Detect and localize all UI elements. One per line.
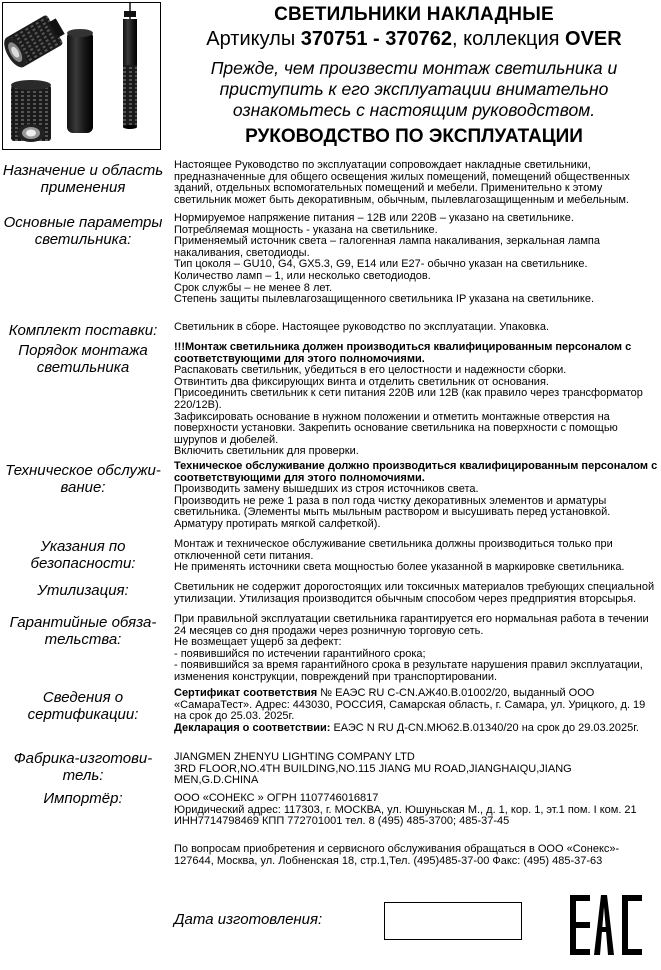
maintenance-text <box>174 461 658 531</box>
params-label: Основные параметры светильника: <box>3 214 163 248</box>
maintenance-line: Производить замену вышедших из строя источников света. <box>174 483 479 496</box>
factory-line: JIANGMEN ZHENYU LIGHTING COMPANY LTD <box>174 751 415 763</box>
safety-line: Не применять источники света мощностью более указанной в маркировке светильника. <box>174 561 625 574</box>
eac-mark <box>570 895 645 955</box>
service-text: По вопросам приобретения и сервисного обслуживания обращаться в ООО «Сонекс»- 127644, Москва, ул. Лобненская 18, стр.1,Тел. (495)485-37-00 Факс: (495) 485-37-63 <box>174 843 620 867</box>
params-line: Количество ламп – 1, или несколько светодиодов. <box>174 269 431 282</box>
manufacture-date-box <box>384 902 522 940</box>
importer-line: Юридический адрес: 117303, г. МОСКВА, ул. Юшуньская М., д. 1, кор. 1, эт.1 пом. I ком. 21 <box>174 803 637 816</box>
collection-name: OVER <box>565 28 622 50</box>
params-text <box>174 213 658 306</box>
params-line: Применяемый источник света – галогенная лампа накаливания, зеркальная лампа накаливания, светодиоды. <box>174 235 601 259</box>
warranty-line: При правильной эксплуатации светильника гарантируется его нормальная работа в течении 24 месяцев со дня продажи через розничную торговую сеть. <box>174 613 649 637</box>
certification-text <box>174 688 658 734</box>
params-line: Срок службы – не менее 8 лет. <box>174 281 333 294</box>
maintenance-line: Производить не реже 1 раза в пол года чистку декоративных элементов и арматуры светильника. (Элементы мыть мыльным раствором и высушивать перед установкой. Арматуру протирать мягкой салфеткой). <box>174 494 611 530</box>
mounting-line: Зафиксировать основание в нужном положении и отметить монтажные отверстия на поверхности установки. Закрепить основание светильника на поверхности с помощью шурупов и дюбелей. <box>174 410 618 446</box>
collection-prefix: , коллекция <box>452 28 560 50</box>
params-line: Нормируемое напряжение питания – 12В или 220В – указано на светильнике. <box>174 212 574 224</box>
factory-text <box>174 752 658 787</box>
certificate-line <box>174 688 658 723</box>
mounting-line: Распаковать светильник, убедиться в его целостности и надежности сборки. <box>174 364 567 377</box>
warranty-line: Не возмещает ущерб за дефект: <box>174 636 342 649</box>
safety-text <box>174 539 658 574</box>
importer-label: Импортёр: <box>43 790 123 807</box>
mounting-line: Включить светильник для проверки. <box>174 445 359 458</box>
params-line: Тип цоколя – GU10, G4, GX5.3, G9, E14 или E27- обычно указан на светильнике. <box>174 258 588 271</box>
certificate-label: Сертификат соответствия <box>174 687 318 699</box>
articles-line <box>170 28 658 51</box>
declaration-line <box>174 723 658 735</box>
warranty-line: - появившийся за время гарантийного срока в результате нарушения правил эксплуатации, изменения конструкции, повреждений при транспортировании. <box>174 659 643 683</box>
maintenance-label-line: вание: <box>60 479 106 496</box>
certificate-value: № ЕАЭС RU С-CN.АЖ40.В.01002/20, выданный ООО «СамараТест». Адрес: 443030, РОССИЯ, Самарская область, г. Самара, ул. Урицкого, д. 19 на срок до 25.03. 2025г. <box>174 687 646 723</box>
mounting-line: Присоединить светильник к сети питания 220В или 12В (как правило через трансформатор 220/12В). <box>174 387 643 411</box>
manufacture-date-label: Дата изготовления: <box>174 911 323 928</box>
warranty-label <box>0 614 166 648</box>
warranty-label-line: тельства: <box>44 631 122 648</box>
warranty-text <box>174 614 658 684</box>
product-photo <box>2 2 161 150</box>
warning-text: Прежде, чем произвести монтаж светильника и приступить к его эксплуатации внимательно ознакомьтесь с настоящим руководством. <box>210 58 618 120</box>
disposal-label: Утилизация: <box>37 582 129 599</box>
purpose-label: Назначение и область применения <box>2 162 164 196</box>
factory-label-line: Фабрика-изготови- <box>13 750 153 767</box>
declaration-label: Декларация о соответствии: <box>174 721 331 734</box>
factory-label-line: тель: <box>62 767 104 784</box>
warranty-line: - появившийся по истечении гарантийного срока; <box>174 647 426 660</box>
safety-line: Монтаж и техническое обслуживание светильника должны производиться только при отключенной сети питания. <box>174 538 613 562</box>
manual-title: РУКОВОДСТВО ПО ЭКСПЛУАТАЦИИ <box>245 126 583 147</box>
warranty-label-line: Гарантийные обяза- <box>9 614 157 631</box>
maintenance-warning: Техническое обслуживание должно производиться квалифицированным персоналом с соответствующими для этого полномочиями. <box>174 460 658 484</box>
importer-text <box>174 793 658 828</box>
factory-line: 3RD FLOOR,NO.4TH BUILDING,NO.115 JIANG MU ROAD,JIANGHAIQU,JIANG MEN,G.D.CHINA <box>174 762 572 787</box>
mounting-label: Порядок монтажа светильника <box>18 342 148 376</box>
certification-label: Сведения о сертификации: <box>27 689 139 723</box>
importer-line: ООО «СОНЕКС » ОГРН 1107746016817 <box>174 792 379 804</box>
mounting-text <box>174 342 658 458</box>
document-title: СВЕТИЛЬНИКИ НАКЛАДНЫЕ <box>274 4 554 25</box>
params-line: Степень защиты пылевлагозащищенного светильника IP указана на светильнике. <box>174 293 595 306</box>
purpose-text: Настоящее Руководство по эксплуатации сопровождает накладные светильники, предназначенные для общего освещения жилых помещений, помещений общественных зданий, отдельных вспомогательных помещений и мебели. Применительно к этому светильник может быть декоративным, обычным, пылевлагозащищенным и мебельным. <box>174 159 630 206</box>
maintenance-label-line: Техническое обслужи- <box>5 462 161 479</box>
disposal-text: Светильник не содержит дорогостоящих или токсичных материалов требующих специальной утилизации. Утилизация производится обычным способом через предприятия вторсырья. <box>174 581 655 605</box>
safety-label: Указания по безопасности: <box>30 538 136 572</box>
declaration-value: ЕАЭС N RU Д-CN.МЮ62.В.01340/20 на срок до 29.03.2025г. <box>330 721 639 734</box>
kit-label: Комплект поставки: <box>8 322 158 339</box>
importer-line: ИНН7714798469 КПП 772701001 тел. 8 (495) 485-3700; 485-37-45 <box>174 815 510 828</box>
articles-prefix: Артикулы <box>206 28 296 50</box>
mounting-warning: !!!Монтаж светильника должен производиться квалифицированным персоналом с соответствующими для этого полномочиями. <box>174 341 632 365</box>
kit-text: Светильник в сборе. Настоящее руководство по эксплуатации. Упаковка. <box>174 321 549 333</box>
factory-label <box>0 750 166 784</box>
params-line: Потребляемая мощность - указана на светильнике. <box>174 223 438 236</box>
maintenance-label <box>0 462 166 496</box>
mounting-line: Отвинтить два фиксирующих винта и отделить светильник от основания. <box>174 375 549 388</box>
articles-range: 370751 - 370762 <box>300 28 453 50</box>
